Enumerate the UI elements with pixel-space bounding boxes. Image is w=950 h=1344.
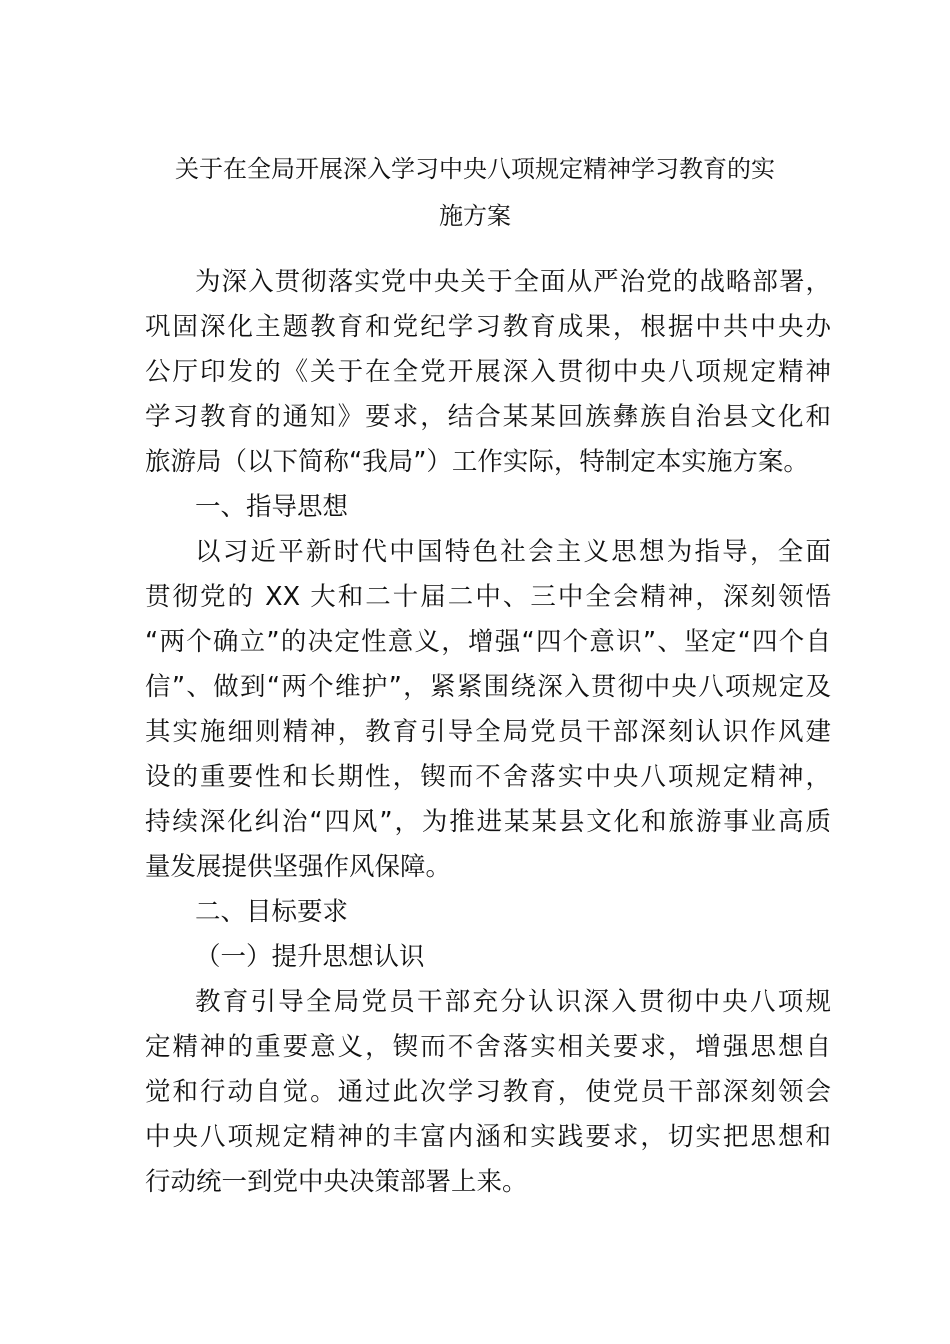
text-line: 以习近平新时代中国特色社会主义思想为指导，全面 (195, 537, 831, 567)
text-line: 一、指导思想 (195, 492, 349, 522)
title-line-1: 关于在全局开展深入学习中央八项规定精神学习教育的实 (175, 155, 775, 183)
text-line: 学习教育的通知》要求，结合某某回族彝族自治县文化和 (145, 402, 831, 432)
text-line: 巩固深化主题教育和党纪学习教育成果，根据中共中央办 (145, 312, 831, 342)
document-title (120, 146, 830, 240)
text-line: 旅游局（以下简称“我局”）工作实际，特制定本实施方案。 (145, 447, 809, 477)
text-line: 定精神的重要意义，锲而不舍落实相关要求，增强思想自 (145, 1032, 831, 1062)
text-line: 为深入贯彻落实党中央关于全面从严治党的战略部署， (195, 267, 831, 297)
text-line: 贯彻党的 XX 大和二十届二中、三中全会精神，深刻领悟 (145, 582, 831, 612)
text-line: 其实施细则精神，教育引导全局党员干部深刻认识作风建 (145, 717, 831, 747)
text-line: 二、目标要求 (195, 897, 349, 927)
text-line: 量发展提供坚强作风保障。 (145, 852, 452, 882)
text-line: 中央八项规定精神的丰富内涵和实践要求，切实把思想和 (145, 1122, 831, 1152)
text-line: 觉和行动自觉。通过此次学习教育，使党员干部深刻领会 (145, 1077, 831, 1107)
text-line: 信”、做到“两个维护”，紧紧围绕深入贯彻中央八项规定及 (145, 672, 831, 702)
text-line: “两个确立”的决定性意义，增强“四个意识”、坚定“四个自 (145, 627, 831, 657)
title-line-2: 施方案 (439, 202, 511, 230)
text-line: 设的重要性和长期性，锲而不舍落实中央八项规定精神， (145, 762, 831, 792)
text-line: 持续深化纠治“四风”，为推进某某县文化和旅游事业高质 (145, 807, 831, 837)
text-line: 教育引导全局党员干部充分认识深入贯彻中央八项规 (195, 987, 831, 1017)
document-body (145, 260, 831, 1205)
text-line: 行动统一到党中央决策部署上来。 (145, 1167, 528, 1197)
text-line: 公厅印发的《关于在全党开展深入贯彻中央八项规定精神 (145, 357, 831, 387)
text-line: （一）提升思想认识 (195, 942, 425, 972)
